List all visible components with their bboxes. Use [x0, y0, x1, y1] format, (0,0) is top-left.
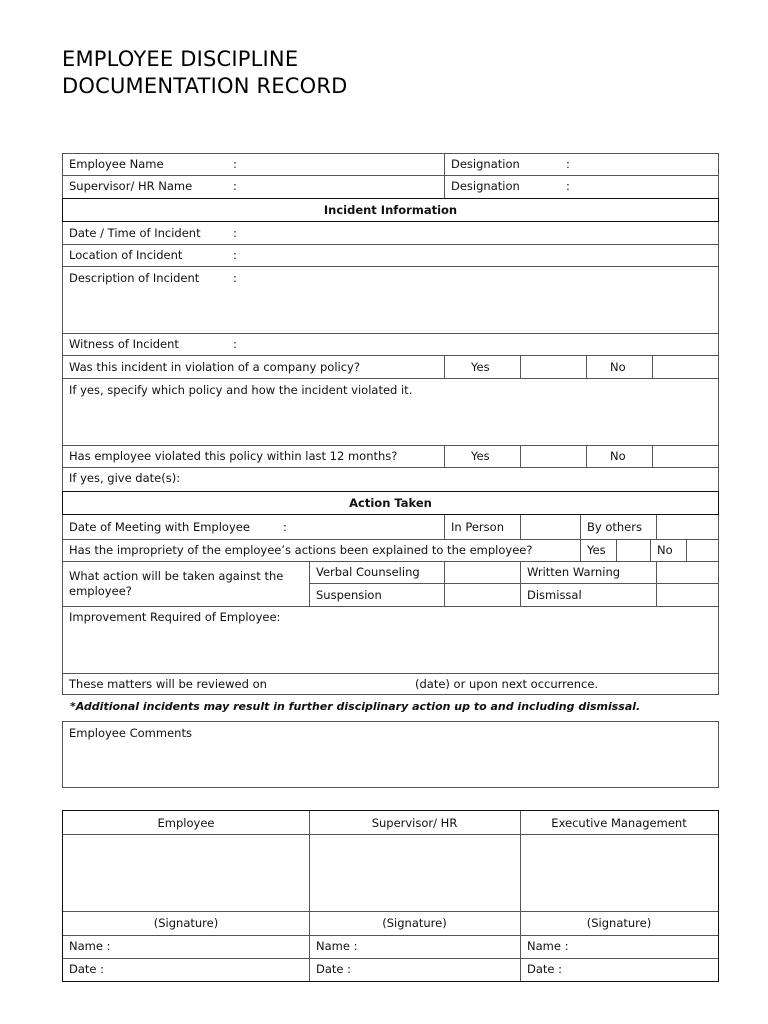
explained-no-box[interactable] — [687, 540, 718, 560]
colon: : — [233, 226, 237, 240]
colon: : — [566, 179, 570, 193]
explained-yes-box[interactable] — [617, 540, 649, 560]
policy-violation-question: Was this incident in violation of a company policy? — [69, 360, 360, 374]
supervisor-signature-field[interactable] — [310, 835, 519, 910]
prior-violation-yes-box[interactable] — [521, 446, 585, 466]
policy-violation-no-box[interactable] — [653, 356, 718, 377]
sig-col-executive: Executive Management — [551, 816, 687, 830]
col-divider — [650, 539, 651, 561]
col-divider — [586, 445, 587, 467]
sig-col-employee: Employee — [157, 816, 215, 830]
sig-label: (Signature) — [153, 916, 219, 930]
employee-designation-field[interactable] — [574, 154, 718, 174]
sig-col-supervisor: Supervisor/ HR — [371, 816, 458, 830]
colon: : — [233, 157, 237, 171]
improvement-label: Improvement Required of Employee: — [69, 610, 281, 624]
employee-name-sig-label: Name : — [69, 939, 111, 953]
supervisor-name-sig-label: Name : — [316, 939, 358, 953]
location-label: Location of Incident — [69, 248, 183, 262]
witness-label: Witness of Incident — [69, 337, 179, 351]
supervisor-designation-label: Designation — [451, 179, 520, 193]
prior-violation-no-box[interactable] — [653, 446, 718, 466]
suspension-label: Suspension — [316, 588, 382, 602]
verbal-counseling-box[interactable] — [445, 562, 519, 582]
supervisor-name-label: Supervisor/ HR Name — [69, 179, 193, 193]
action-question-line2: employee? — [69, 584, 132, 598]
col-divider — [444, 355, 445, 378]
sig-label: (Signature) — [586, 916, 652, 930]
employee-name-field[interactable] — [240, 154, 443, 174]
employee-designation-label: Designation — [451, 157, 520, 171]
supervisor-name-field[interactable] — [240, 176, 443, 197]
signature-table — [62, 810, 719, 982]
colon: : — [233, 248, 237, 262]
page-title — [62, 46, 348, 100]
policy-violation-yes-box[interactable] — [521, 356, 585, 377]
row-divider — [62, 378, 719, 379]
policy-specify-label: If yes, specify which policy and how the incident violated it. — [69, 383, 413, 397]
witness-field[interactable] — [240, 334, 718, 354]
meeting-date-label: Date of Meeting with Employee — [69, 520, 250, 534]
col-divider — [309, 561, 310, 606]
date-time-label: Date / Time of Incident — [69, 226, 201, 240]
in-person-label: In Person — [451, 520, 504, 534]
employee-comments-box[interactable] — [62, 721, 719, 788]
verbal-counseling-label: Verbal Counseling — [316, 565, 420, 579]
give-dates-label: If yes, give date(s): — [69, 471, 181, 485]
review-date-field[interactable] — [290, 674, 412, 694]
description-field[interactable] — [240, 267, 718, 332]
employee-signature-field[interactable] — [64, 835, 308, 910]
written-warning-box[interactable] — [657, 562, 718, 582]
policy-specify-field[interactable] — [63, 398, 718, 444]
row-divider — [62, 561, 719, 562]
explained-no-label: No — [657, 543, 673, 557]
policy-violation-yes-label: Yes — [471, 360, 490, 374]
executive-signature-field[interactable] — [521, 835, 717, 910]
row-divider — [63, 935, 718, 936]
description-label: Description of Incident — [69, 271, 200, 285]
action-taken-header-label: Action Taken — [349, 496, 432, 510]
row-divider — [62, 355, 719, 356]
incident-info-header — [62, 198, 719, 222]
dismissal-box[interactable] — [657, 584, 718, 605]
prior-violation-no-label: No — [610, 449, 626, 463]
colon: : — [233, 179, 237, 193]
explained-yes-label: Yes — [587, 543, 606, 557]
col-divider — [580, 515, 581, 539]
prior-violation-question: Has employee violated this policy within last 12 months? — [69, 449, 398, 463]
col-divider — [444, 445, 445, 467]
colon: : — [283, 520, 287, 534]
col-divider — [444, 515, 445, 539]
dismissal-label: Dismissal — [527, 588, 582, 602]
executive-date-sig-label: Date : — [527, 962, 563, 976]
written-warning-label: Written Warning — [527, 565, 621, 579]
disclaimer-note: *Additional incidents may result in further disciplinary action up to and including dismissal. — [70, 700, 641, 713]
colon: : — [233, 337, 237, 351]
by-others-label: By others — [587, 520, 642, 534]
give-dates-field[interactable] — [200, 468, 718, 490]
col-divider — [586, 355, 587, 378]
executive-name-sig-label: Name : — [527, 939, 569, 953]
explained-question: Has the impropriety of the employee’s actions been explained to the employee? — [69, 543, 533, 557]
date-time-field[interactable] — [240, 223, 718, 243]
incident-info-header-label: Incident Information — [323, 203, 458, 217]
col-divider — [520, 561, 521, 606]
supervisor-designation-field[interactable] — [574, 176, 718, 197]
row-divider — [62, 606, 719, 607]
meeting-date-field[interactable] — [290, 516, 443, 538]
col-divider — [444, 153, 445, 198]
col-divider — [580, 539, 581, 561]
policy-violation-no-label: No — [610, 360, 626, 374]
employee-comments-label: Employee Comments — [69, 726, 192, 740]
review-suffix: (date) or upon next occurrence. — [415, 677, 599, 691]
page-title-line2: DOCUMENTATION RECORD — [62, 74, 348, 98]
supervisor-date-sig-label: Date : — [316, 962, 352, 976]
review-prefix: These matters will be reviewed on — [69, 677, 267, 691]
row-divider — [63, 911, 718, 912]
colon: : — [233, 271, 237, 285]
in-person-box[interactable] — [521, 516, 579, 538]
action-question-line1: What action will be taken against the — [69, 569, 284, 583]
prior-violation-yes-label: Yes — [471, 449, 490, 463]
location-field[interactable] — [240, 245, 718, 265]
row-divider — [62, 445, 719, 446]
improvement-field[interactable] — [63, 626, 718, 672]
colon: : — [566, 157, 570, 171]
employee-date-sig-label: Date : — [69, 962, 105, 976]
action-taken-header — [62, 491, 719, 515]
page-title-line1: EMPLOYEE DISCIPLINE — [62, 47, 299, 71]
sig-label: (Signature) — [382, 916, 447, 930]
employee-name-label: Employee Name — [69, 157, 164, 171]
by-others-box[interactable] — [657, 516, 718, 538]
suspension-box[interactable] — [445, 584, 519, 605]
row-divider — [63, 958, 718, 959]
